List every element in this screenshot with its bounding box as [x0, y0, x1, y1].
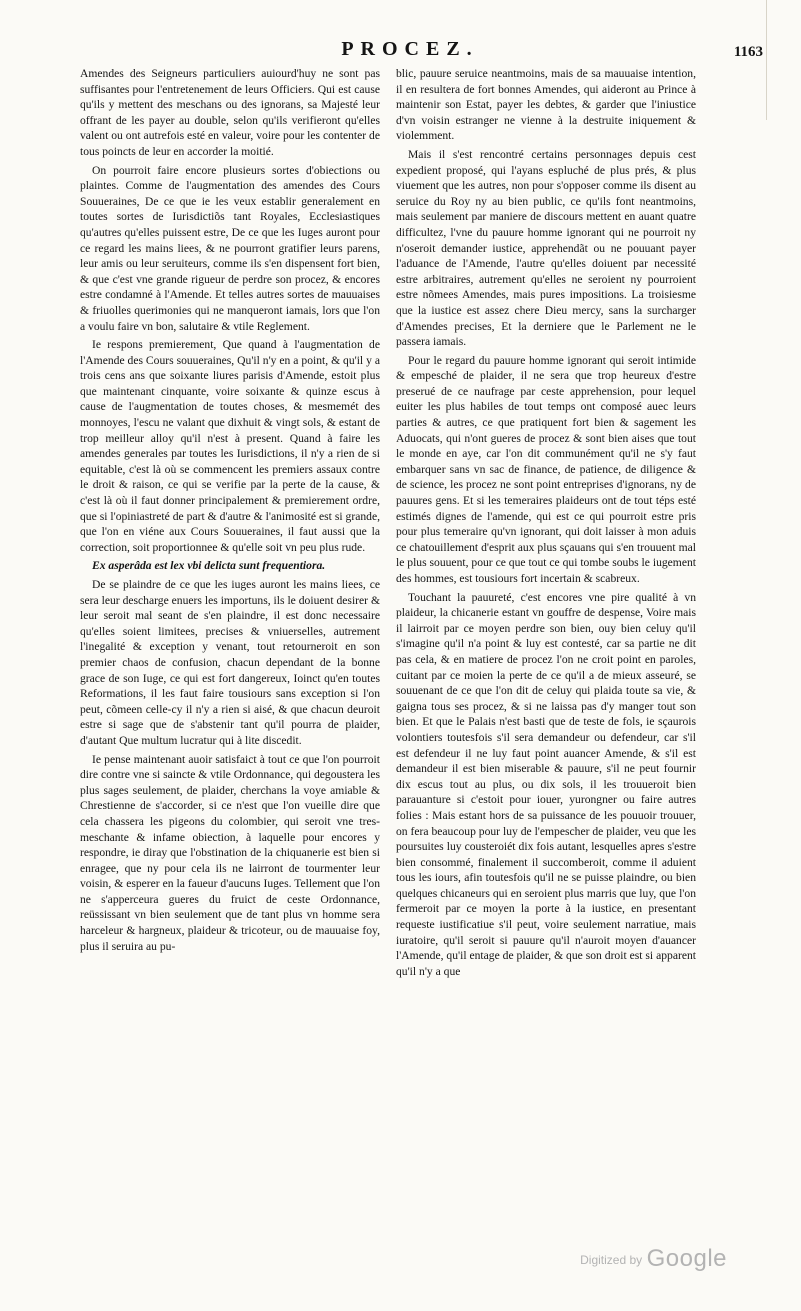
- watermark-prefix: Digitized by: [580, 1253, 643, 1267]
- paragraph: Ie pense maintenant auoir satisfaict à tout ce que l'on pourroit dire contre vne si saincte & vtile Ordonnance, qui degoustera les plus sages seulement, de plaider, cherchans la voye amiable & Chrestienne de s'accorder, si ce n'est que l'on vueille dire que cela chassera les pigeons du colombier, qui seroit vne tres-meschante & infame obiection, à laquelle pour encores y respondre, ie diray que l'obstination de la chiquanerie est bien si enragee, que ny pour cela ils ne lairront de tourmenter leur voisin, & esperer en la faueur d'aucuns Iuges. Tellement que l'on ne s'apperceura gueres du fruict de ceste Ordonnance, reüssissant vn bien seulement que de tant plus vn homme sera harceleur & hargneux, plaideur & tricoteur, ou de mauuaise foy, plus il seruira au pu-: [80, 752, 380, 953]
- paragraph: On pourroit faire encore plusieurs sortes d'obiections ou plaintes. Comme de l'augmentation des amendes des Cours Souueraines, De ce que ie les veux establir generalement en toutes sortes de Iurisdictiõs tant Royales, Ecclesiastiques qu'autres qu'elles puissent estre, De ce que les Iuges auront pour ce regard les mains liees, & ne pourront gratifier leurs parens, leur amis ou leur seruiteurs, comme ils s'en dispensent fort bien, & que c'est vne grande rigueur de perdre son procez, & encores estre condamné à l'Amende. Et telles autres sortes de mauuaises & friuolles querimonies qui ne manqueront iamais, lors que l'on a voulu faire vn bon, salutaire & vtile Reglement.: [80, 163, 380, 333]
- right-column: [396, 66, 696, 1266]
- paragraph: Amendes des Seigneurs particuliers auiourd'huy ne sont pas suffisantes pour l'entretenement de leurs Officiers. Qui est cause qu'ils y mettent des meschans ou des ignorans, sa Majesté leur offrant de les payer au double, selon qu'ils verifieront qu'elles valent ou ont autrefois esté en valeur, voire pour les contenter de tous poincts de leur en accorder la moitié.: [80, 67, 380, 158]
- paragraph: De se plaindre de ce que les iuges auront les mains liees, ce sera leur descharge enuers les importuns, ils le doiuent desirer & leur seroit mal seant de s'en plaindre, il est donc necessaire qu'elles soient limitees, precises & vniuerselles, autrement l'inegalité & exception y venant, tout retourneroit en son premier chaos de confusion, chacun dependant de la bonne grace de son Iuge, ce qui est fort dangereux, Ioinct qu'en toutes Reformations, il les faut faire tousiours sans exception si l'on peut, cõmeen celle-cy il n'y a rien si aisé, & que chacun deuroit estre si sage que de s'abstenir tant qu'il pourra de plaider, d'autant Que multum lucratur qui à lite discedit.: [80, 578, 380, 747]
- digitized-watermark: [580, 1245, 727, 1273]
- page-number: 1163: [733, 44, 763, 60]
- paragraph: Mais il s'est rencontré certains personnages depuis cest expedient proposé, qui l'ayans espluché de plus prés, & plus viuement que les autres, non pour s'opposer comme ils disent au seruice du Roy ny au bien public, ce qu'ils font neantmoins, mais seulement par maniere de discours mettent en auant quatre difficultez, l'vne du pauure homme ignorant qui ne pourroit ny n'oseroit demander iustice, apprehendãt ou ne pouuant payer l'aduance de l'Amende, l'autre qu'elles doiuent par necessité estre arbitraires, autrement qu'elles ne seroient ny pourroient estre nõmees Amendes, mais pures impositions. La troisiesme que la iustice est assez chere Dieu mercy, sans la surcharger d'Amendes precises, Et la derniere que le Parlement ne le passera iamais.: [396, 147, 696, 349]
- paragraph: Touchant la pauureté, c'est encores vne pire qualité à vn plaideur, la chicanerie estant vn gouffre de despense, Voire mais il lairroit par ce moyen perdre son bien, ouy bien celuy qu'il s'imagine qu'il n'a point & luy est contesté, car sa partie ne dit pas cela, & en matiere de procez l'on ne croit point en paroles, cuitant par ce moien la perte de ce qu'il a de mieux asseuré, se souuenant de ce que l'on dit de celuy qui plaida toute sa vie, & gaigna tous ses procez, & si ne laissa pas d'y manger tout son bien. Et que le Palais n'est basti que de teste de fols, ie sçaurois volontiers toutesfois s'il sera demandeur ou defendeur, car s'il est defendeur il ne luy faut point auancer Amende, & s'il est demandeur il est bien miserable & pauure, s'il ne peut fournir dix escus tout au plus, ou dix sols, il les trouueroit bien parauanture si c'estoit pour iouer, yurongner ou faire autres folies : Mais estant hors de sa puissance de les pouuoir trouuer, on fera beaucoup pour luy de l'empescher de plaider, veu que les poursuites luy cousteroiét dix fois autant, lesquelles apres s'estre bien consommé, finalement il succomberoit, comme il aduient tous les iours, afin toutesfois qu'il ne se puisse plaindre, ou bien quelques chicaneurs qui en seroient plus marris que luy, que l'on fermeroit par ce moyen la porte à la iustice, en presentant requeste iustificatiue s'il peut, voire seulement narratiue, mais iuratoire, qu'il seroit si pauure qu'il n'auroit moyen d'auancer l'Amende, qu'il entage de plaider, & que son droit est si apparent qu'il n'y a que: [396, 590, 696, 978]
- paragraph: Pour le regard du pauure homme ignorant qui seroit intimide & empesché de plaider, il ne sera que trop heureux d'estre preserué de ce naufrage par ceste apprehension, pour lequel euiter les plus habiles de tout temps ont composé auec leurs parties & autres, ce que pratiquent fort bien & sagement les Aduocats, qui n'ont gueres de procez & sont bien aises que tout le monde en aye, car l'on dit communément qu'il ne s'y faut embarquer sans vn sac de finance, de patience, de diligence & de science, les procez ne sont point entreprises d'ignorans, ny de pauures gens. Et si les temeraires plaideurs ont de tout téps esté estimés dignes de l'amende, qui est ce qui pourroit estre pris pour plus temeraire qu'vn ignorant, qui doit laisser à mon aduis ce chatouillement d'esprit aux plus sçauans qui s'en trouuent mal le plus souuent, pour ce que tout ce qui tombe soubs le iugement des hommes, est tousiours fort incertain & scabreux.: [396, 353, 696, 585]
- left-column: [80, 66, 380, 1266]
- paragraph: blic, pauure seruice neantmoins, mais de sa mauuaise intention, il en resultera de fort bonnes Amendes, qui aideront au Prince à maintenir son Estat, payer les debtes, & garder que l'iniustice d'vn voisin estranger ne vienne à la destruite iniquement & violemment.: [396, 67, 696, 143]
- latin-maxim: Ex asperâda est lex vbi delicta sunt frequentiora.: [92, 559, 326, 573]
- paragraph: Ie respons premierement, Que quand à l'augmentation de l'Amende des Cours souueraines, Qu'il n'y en a point, & qu'il y a trois cens ans que soixante liures parisis d'Amende, estoit plus que maintenant cinquante, voire soixante & quinze escus à cause de l'augmentation de toutes choses, & mesmemét des monnoyes, l'escu ne valant que dixhuit & vingt sols, & estant de trop meilleur alloy qu'il n'est à present. Quand à faire les amendes generales par toutes les Iurisdictions, il n'y a rien de si equitable, c'est là où se commencent les premiers assaux contre le droit & raison, ce qui se verifie par la perte de la cause, & c'est là où il faut donner principalement & premierement ordre, que si l'opiniastreté de part & d'autre & l'animosité est si grande, que l'on en viéne aux Cours Souueraines, il faut aussi que la correction, soit proportionnee & qu'elle soit vn peu plus rude.: [80, 338, 380, 554]
- google-logo: Google: [646, 1245, 727, 1272]
- running-title: PROCEZ.: [341, 38, 479, 60]
- page-edge-line: [766, 0, 767, 120]
